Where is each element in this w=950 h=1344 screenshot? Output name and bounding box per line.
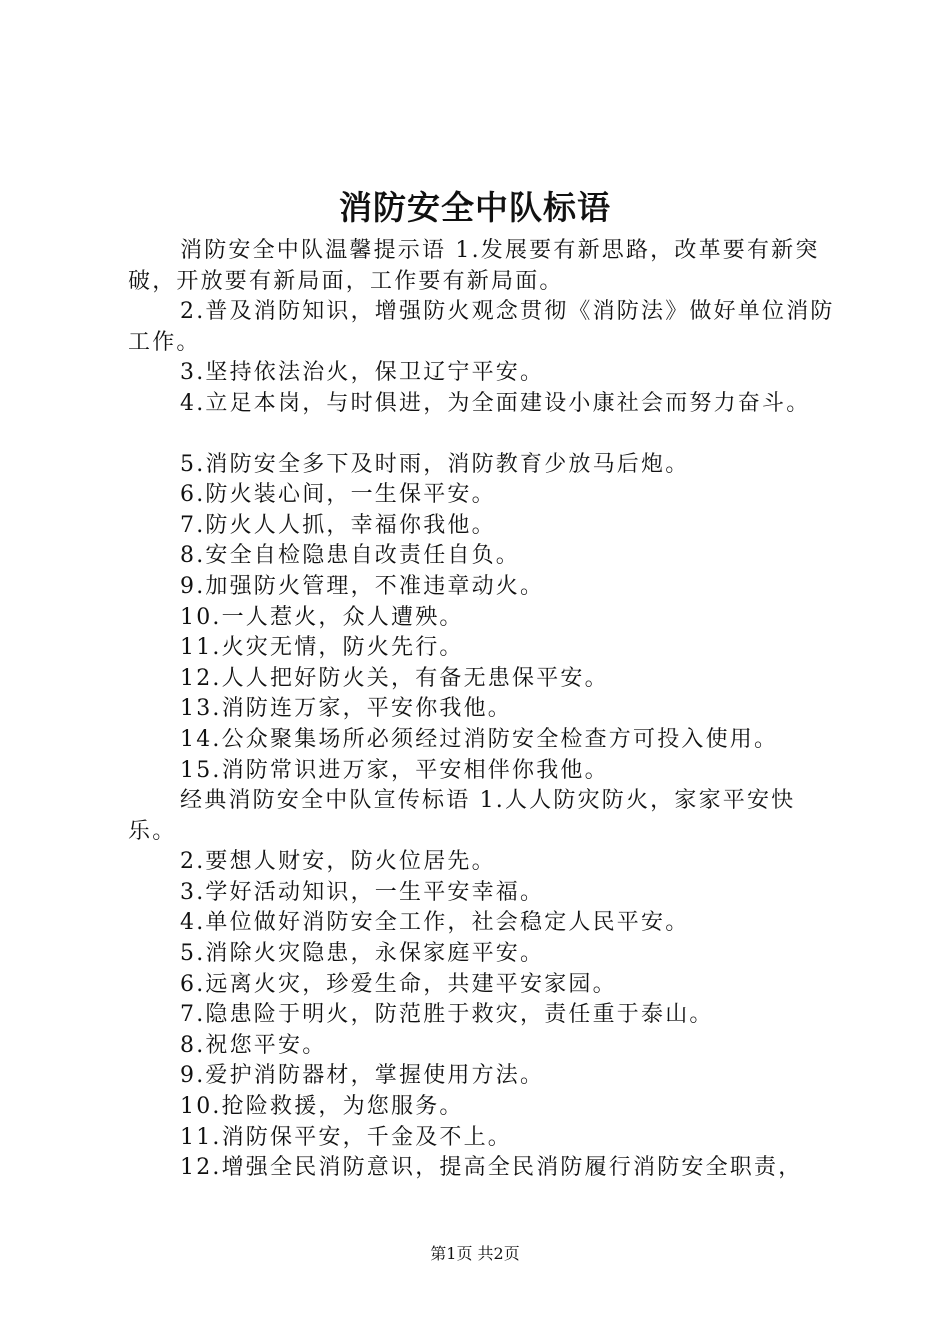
paragraph: 12.增强全民消防意识，提高全民消防履行消防安全职责， bbox=[180, 1155, 803, 1181]
paragraph: 10.一人惹火，众人遭殃。 bbox=[180, 604, 464, 630]
paragraph: 3.坚持依法治火，保卫辽宁平安。 bbox=[180, 360, 545, 386]
paragraph: 9.爱护消防器材，掌握使用方法。 bbox=[180, 1063, 545, 1089]
paragraph: 2.要想人财安，防火位居先。 bbox=[180, 849, 496, 875]
paragraph: 8.祝您平安。 bbox=[180, 1032, 327, 1058]
paragraph: 4.单位做好消防安全工作，社会稳定人民平安。 bbox=[180, 910, 690, 936]
paragraph: 8.安全自检隐患自改责任自负。 bbox=[180, 543, 520, 569]
paragraph: 7.防火人人抓，幸福你我他。 bbox=[180, 512, 496, 538]
paragraph: 消防安全中队温馨提示语 1.发展要有新思路，改革要有新突破，开放要有新局面，工作要有新局面。 bbox=[128, 238, 820, 294]
paragraph: 5.消除火灾隐患，永保家庭平安。 bbox=[180, 941, 545, 967]
paragraph: 3.学好活动知识，一生平安幸福。 bbox=[180, 879, 545, 905]
paragraph: 13.消防连万家，平安你我他。 bbox=[180, 696, 512, 722]
document-body bbox=[128, 236, 838, 1184]
paragraph: 9.加强防火管理，不准违章动火。 bbox=[180, 573, 545, 599]
paragraph: 7.隐患险于明火，防范胜于救灾，责任重于泰山。 bbox=[180, 1002, 714, 1028]
page-footer: 第1页 共2页 bbox=[430, 1244, 520, 1263]
paragraph: 6.远离火灾，珍爱生命，共建平安家园。 bbox=[180, 971, 617, 997]
paragraph: 5.消防安全多下及时雨，消防教育少放马后炮。 bbox=[180, 451, 690, 477]
paragraph: 4.立足本岗，与时俱进，为全面建设小康社会而努力奋斗。 bbox=[180, 390, 811, 416]
paragraph: 6.防火装心间，一生保平安。 bbox=[180, 482, 496, 508]
paragraph: 14.公众聚集场所必须经过消防安全检查方可投入使用。 bbox=[180, 726, 779, 752]
document-title: 消防安全中队标语 bbox=[339, 188, 611, 227]
paragraph: 经典消防安全中队宣传标语 1.人人防灾防火，家家平安快乐。 bbox=[128, 788, 796, 844]
paragraph: 10.抢险救援，为您服务。 bbox=[180, 1094, 464, 1120]
paragraph: 12.人人把好防火关，有备无患保平安。 bbox=[180, 665, 609, 691]
paragraph: 2.普及消防知识，增强防火观念贯彻《消防法》做好单位消防工作。 bbox=[128, 299, 835, 355]
paragraph: 11.消防保平安，千金及不上。 bbox=[180, 1124, 512, 1150]
paragraph: 11.火灾无情，防火先行。 bbox=[180, 635, 464, 661]
paragraph: 15.消防常识进万家，平安相伴你我他。 bbox=[180, 757, 609, 783]
